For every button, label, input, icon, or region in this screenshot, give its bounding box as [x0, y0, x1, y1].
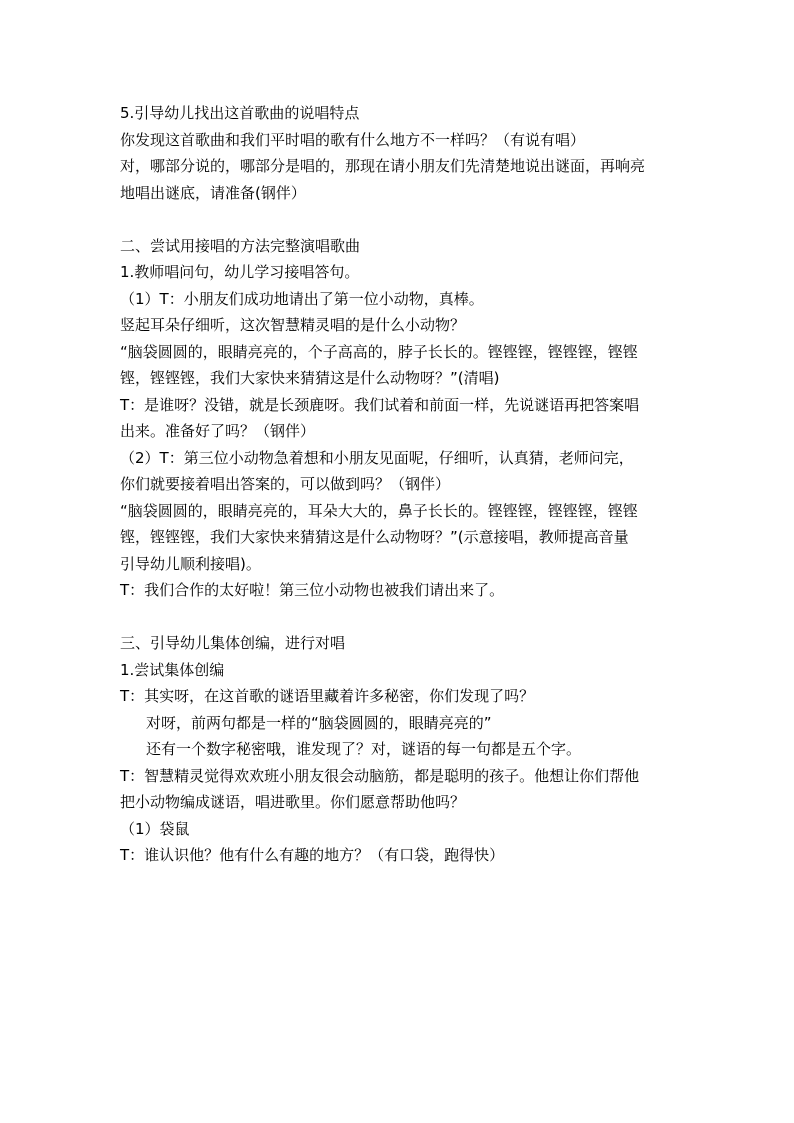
- section-heading: 二、尝试用接唱的方法完整演唱歌曲: [120, 236, 361, 255]
- text-line: （1）袋鼠: [120, 819, 190, 838]
- text-line: T：谁认识他？他有什么有趣的地方？（有口袋，跑得快）: [120, 846, 505, 864]
- text-line: 1.教师唱问句，幼儿学习接唱答句。: [120, 263, 360, 281]
- text-line: 对，哪部分说的，哪部分是唱的，那现在请小朋友们先清楚地说出谜面，再响亮: [120, 157, 646, 175]
- text-line: （2）T：第三位小动物急着想和小朋友见面呢，仔细听，认真猜，老师问完，: [120, 448, 634, 467]
- section-heading: 三、引导幼儿集体创编，进行对唱: [120, 634, 346, 652]
- text-line: 对呀，前两句都是一样的“脑袋圆圆的，眼睛亮亮的”: [146, 713, 492, 732]
- text-line: 你们就要接着唱出答案的，可以做到吗？（钢伴）: [120, 475, 451, 493]
- text-line: 铿，铿铿铿，我们大家快来猜猜这是什么动物呀？”(清唱): [120, 369, 500, 387]
- text-line: 1.尝试集体创编: [120, 660, 225, 679]
- blank-line: [120, 604, 680, 631]
- text-line: T：智慧精灵觉得欢欢班小朋友很会动脑筋，都是聪明的孩子。他想让你们帮他: [120, 766, 640, 785]
- text-line: 把小动物编成谜语，唱进歌里。你们愿意帮助他吗？: [120, 793, 466, 811]
- text-line: T：其实呀，在这首歌的谜语里藏着许多秘密，你们发现了吗？: [120, 687, 535, 705]
- text-line: 引导幼儿顺利接唱)。: [120, 554, 261, 573]
- text-line: “脑袋圆圆的，眼睛亮亮的，个子高高的，脖子长长的。铿铿铿，铿铿铿，铿铿: [120, 342, 638, 361]
- text-line: 竖起耳朵仔细听，这次智慧精灵唱的是什么小动物？: [120, 316, 466, 334]
- text-line: 地唱出谜底，请准备(钢伴）: [120, 183, 306, 202]
- text-line: 出来。准备好了吗？（钢伴）: [120, 422, 316, 440]
- text-line: T：是谁呀？没错，就是长颈鹿呀。我们试着和前面一样，先说谜语再把答案唱: [120, 395, 640, 414]
- text-line: 铿，铿铿铿，我们大家快来猜猜这是什么动物呀？”(示意接唱，教师提高音量: [120, 528, 629, 546]
- text-line: 你发现这首歌曲和我们平时唱的歌有什么地方不一样吗？（有说有唱）: [120, 130, 586, 149]
- document-page: [120, 100, 680, 869]
- blank-line: [120, 206, 680, 233]
- text-line: “脑袋圆圆的，眼睛亮亮的，耳朵大大的，鼻子长长的。铿铿铿，铿铿铿，铿铿: [120, 501, 638, 520]
- text-line: 5.引导幼儿找出这首歌曲的说唱特点: [120, 104, 360, 122]
- text-line: 还有一个数字秘密哦，谁发现了？对，谜语的每一句都是五个字。: [146, 740, 582, 758]
- text-line: （1）T：小朋友们成功地请出了第一位小动物，真棒。: [120, 289, 484, 308]
- text-line: T：我们合作的太好啦！第三位小动物也被我们请出来了。: [120, 581, 505, 599]
